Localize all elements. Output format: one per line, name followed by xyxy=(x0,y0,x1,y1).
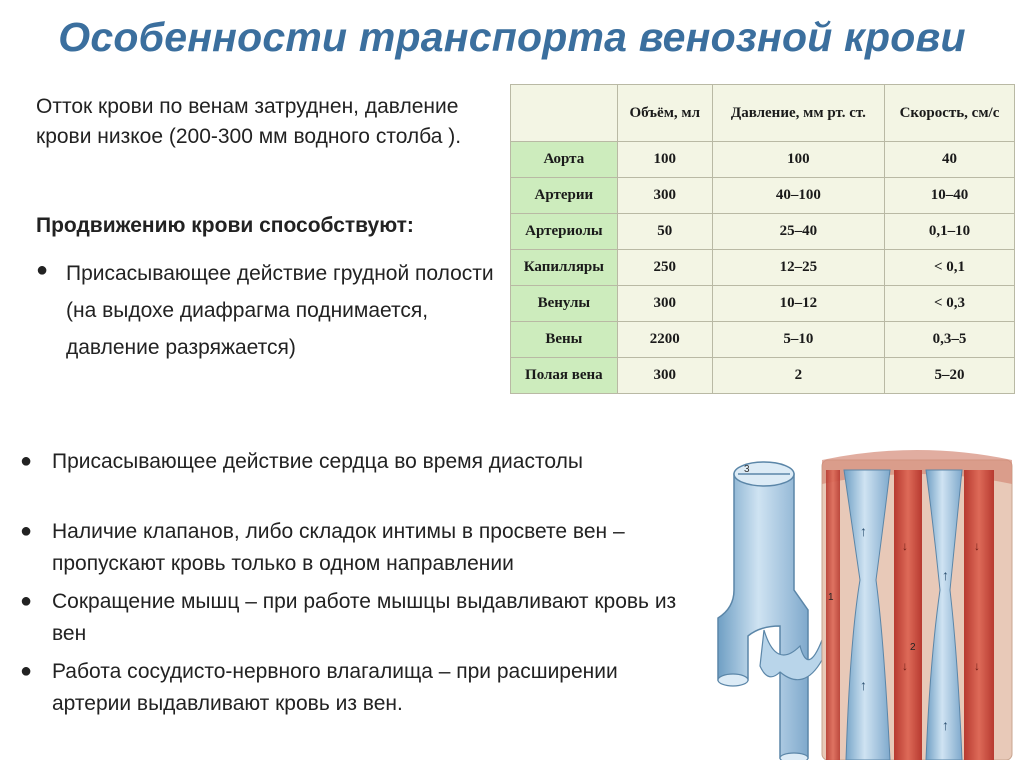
table-row xyxy=(511,358,1015,394)
table-row xyxy=(511,214,1015,250)
table-cell: Полая вена xyxy=(511,358,618,394)
bullet-text: Работа сосудисто-нервного влагалища – при расширении артерии выдавливают кровь из вен. xyxy=(52,660,618,715)
table-cell: 40 xyxy=(884,142,1014,178)
vein-diagram-icon xyxy=(704,440,1018,760)
valve-arrow-icon: ↑ xyxy=(860,523,867,539)
diagram-label-1: 1 xyxy=(828,592,834,603)
bullet-item xyxy=(20,516,700,580)
valve-arrow-icon: ↑ xyxy=(942,717,949,733)
table-cell: 2200 xyxy=(617,322,712,358)
table-header-row xyxy=(511,85,1015,142)
flow-arrow-icon: ↓ xyxy=(974,539,980,553)
table-cell: 25–40 xyxy=(712,214,884,250)
table-cell: Аорта xyxy=(511,142,618,178)
table-cell: < 0,1 xyxy=(884,250,1014,286)
bullet-item xyxy=(20,446,700,478)
table-row xyxy=(511,286,1015,322)
table-header: Скорость, см/с xyxy=(884,85,1014,142)
table-cell: 10–12 xyxy=(712,286,884,322)
table-cell: 300 xyxy=(617,178,712,214)
table-cell: 5–20 xyxy=(884,358,1014,394)
table-cell: Вены xyxy=(511,322,618,358)
vein-valve-illustration xyxy=(704,440,1018,760)
flow-arrow-icon: ↓ xyxy=(974,659,980,673)
diagram-label-2: 2 xyxy=(910,642,916,653)
diagram-label-3: 3 xyxy=(744,464,750,475)
table-cell: 100 xyxy=(712,142,884,178)
bullet-dot-icon: ● xyxy=(20,450,33,472)
table-row xyxy=(511,250,1015,286)
slide-title: Особенности транспорта венозной крови xyxy=(58,14,966,60)
bullet-item xyxy=(36,255,506,366)
bullet-item xyxy=(20,656,700,720)
table-row xyxy=(511,178,1015,214)
table-header: Давление, мм рт. ст. xyxy=(712,85,884,142)
table-row xyxy=(511,322,1015,358)
table-cell: 12–25 xyxy=(712,250,884,286)
flow-arrow-icon: ↓ xyxy=(902,659,908,673)
table-cell: 40–100 xyxy=(712,178,884,214)
bullet-dot-icon: ● xyxy=(36,259,49,281)
table-cell: < 0,3 xyxy=(884,286,1014,322)
bullet-text: Сокращение мышц – при работе мышцы выдавливают кровь из вен xyxy=(52,590,677,645)
intro-text: Отток крови по венам затруднен, давление крови низкое (200-300 мм водного столба ). xyxy=(36,95,462,148)
promo-heading: Продвижению крови способствуют: xyxy=(36,214,414,237)
table-cell: 0,1–10 xyxy=(884,214,1014,250)
bullet-item xyxy=(20,586,700,650)
table-header xyxy=(511,85,618,142)
bullet-dot-icon: ● xyxy=(20,660,33,682)
table-cell: 10–40 xyxy=(884,178,1014,214)
table-cell: 50 xyxy=(617,214,712,250)
table-cell: 0,3–5 xyxy=(884,322,1014,358)
bullet-dot-icon: ● xyxy=(20,590,33,612)
table-cell: 300 xyxy=(617,286,712,322)
table-cell: 300 xyxy=(617,358,712,394)
vessel-section-right xyxy=(822,450,1012,760)
table-header: Объём, мл xyxy=(617,85,712,142)
hemodynamics-table xyxy=(510,84,1015,392)
table-cell: 250 xyxy=(617,250,712,286)
bullet-text: Наличие клапанов, либо складок интимы в просвете вен – пропускают кровь только в одном направлении xyxy=(52,520,625,575)
bullet-text: Присасывающее действие грудной полости (на выдохе диафрагма поднимается, давление разряжается) xyxy=(66,262,494,359)
table-cell: Венулы xyxy=(511,286,618,322)
table-cell: Артерии xyxy=(511,178,618,214)
valve-arrow-icon: ↑ xyxy=(860,677,867,693)
table-cell: 5–10 xyxy=(712,322,884,358)
table-cell: Артериолы xyxy=(511,214,618,250)
table-cell: Капилляры xyxy=(511,250,618,286)
table-cell: 2 xyxy=(712,358,884,394)
table-row xyxy=(511,142,1015,178)
flow-arrow-icon: ↓ xyxy=(902,539,908,553)
vein-tube-left xyxy=(718,462,822,760)
bullet-dot-icon: ● xyxy=(20,520,33,542)
data-table xyxy=(510,84,1015,394)
valve-arrow-icon: ↑ xyxy=(942,567,949,583)
table-cell: 100 xyxy=(617,142,712,178)
bullet-text: Присасывающее действие сердца во время диастолы xyxy=(52,450,583,473)
